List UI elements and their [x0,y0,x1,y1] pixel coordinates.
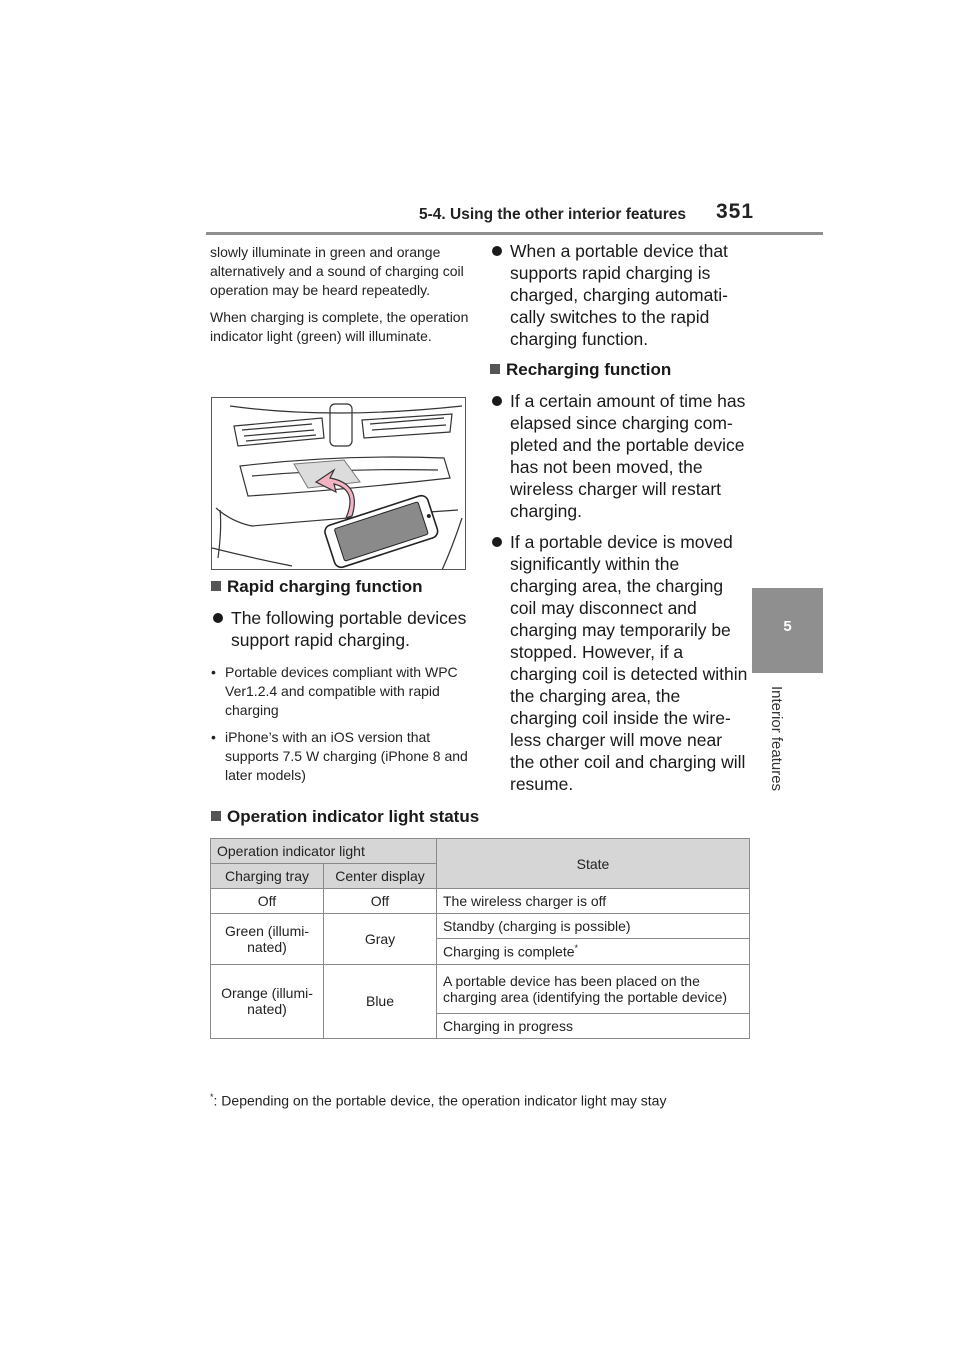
square-bullet-icon [211,581,221,591]
intro-paragraph-1: slowly illuminate in green and orange alternatively and a sound of charging coil operation may be heard repeatedly. [210,244,464,298]
square-bullet-icon [211,811,221,821]
intro-paragraph-2: When charging is complete, the operation indicator light (green) will illuminate. [210,309,469,344]
chapter-number: 5 [783,618,792,635]
chapter-label: Interior features [768,686,785,792]
header-section-title: 5-4. Using the other interior features [419,206,686,223]
cell-state: Charging in progress [437,1013,750,1038]
bullet-dot-icon [492,537,502,547]
sub-bullet-1: • Portable devices compliant with WPC Ver1.2.4 and compatible with rapid charging [211,664,458,718]
table-row [211,964,750,1013]
indicator-status-table [210,838,750,1039]
cell-display: Off [324,889,437,914]
rapid-charging-heading: Rapid charging function [211,576,473,598]
footnote-text: : Depending on the portable device, the operation indicator light may stay [213,1092,667,1109]
bullet-dot-icon [213,613,223,623]
wireless-charger-illustration [211,397,466,570]
bullet-dot-icon [492,396,502,406]
cell-state: Charging is complete* [437,939,750,965]
sub-bullet-mark: • [211,664,216,680]
header-center-display: Center display [324,864,437,889]
asterisk-mark: * [574,943,579,953]
cell-tray: Orange (illumi-nated) [211,964,324,1038]
header-rule [206,232,823,235]
sub-bullet-2: • iPhone’s with an iOS version that supports 7.5 W charging (iPhone 8 and later models) [211,729,468,783]
cell-state: The wireless charger is off [437,889,750,914]
recharge-bullet: If a certain amount of time has elapsed since charging com-pleted and the portable device has not been moved, the wireless charger will restart charging. [490,390,750,522]
cell-tray: Green (illumi-nated) [211,914,324,965]
page-number: 351 [716,200,755,223]
cell-display: Blue [324,964,437,1038]
recharging-heading: Recharging function [490,359,750,381]
table-row [211,889,750,914]
cell-display: Gray [324,914,437,965]
table-heading: Operation indicator light status [211,806,479,828]
header-indicator-light: Operation indicator light [211,839,437,864]
footnote [210,1092,770,1109]
cell-tray: Off [211,889,324,914]
header-state: State [437,839,750,889]
moved-device-bullet: If a portable device is moved significantly within the charging area, the charging coil may disconnect and charging may temporarily be stopped. However, if a charging coil is detected within the charging area, the charging coil inside the wire-less charger will move near the other coil and charging will resume. [490,531,750,795]
header-charging-tray: Charging tray [211,864,324,889]
table-row [211,914,750,939]
square-bullet-icon [490,364,500,374]
sub-bullet-mark: • [211,729,216,745]
right-column [490,240,750,804]
smartphone-drawing [323,494,439,569]
chapter-tab [752,588,823,673]
dashboard-charger-drawing [212,398,466,570]
rapid-charging-block [211,576,473,793]
left-column [210,243,472,346]
footnote-mark: * [210,1092,214,1102]
bullet-dot-icon [492,246,502,256]
cell-state: A portable device has been placed on the charging area (identifying the portable device) [437,964,750,1013]
rapid-switch-bullet: When a portable device that supports rapid charging is charged, charging automati-cally switches to the rapid charging function. [490,240,750,350]
cell-state: Standby (charging is possible) [437,914,750,939]
rapid-charging-bullet: The following portable devices support rapid charging. [211,607,473,651]
